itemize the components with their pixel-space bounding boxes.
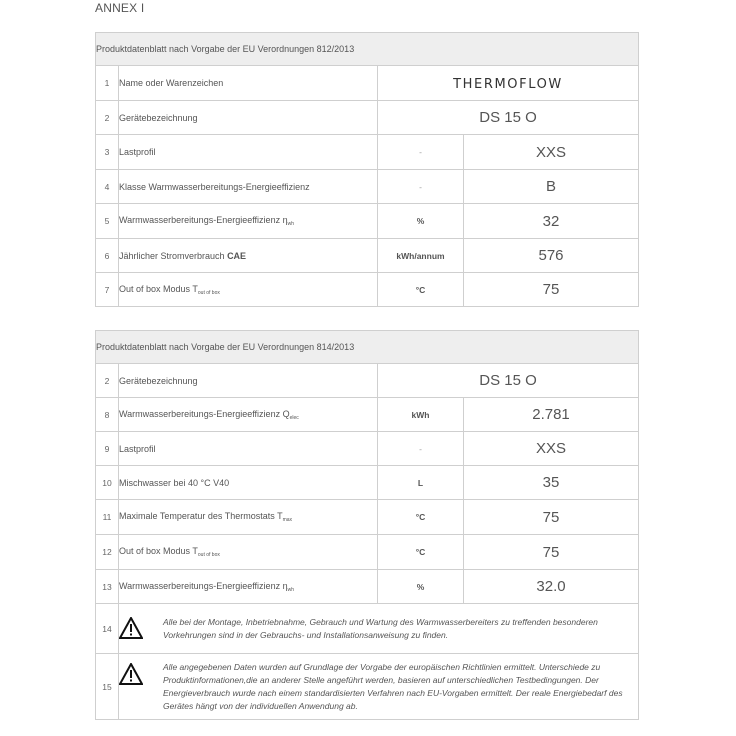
row-unit: - <box>378 432 464 466</box>
row-number: 2 <box>96 101 119 135</box>
row-number: 3 <box>96 135 119 170</box>
symbol: T <box>192 546 198 556</box>
table-row <box>96 398 639 432</box>
row-number: 10 <box>96 466 119 500</box>
table-row <box>96 466 639 500</box>
note-text: Alle bei der Montage, Inbetriebnahme, Gebrauch und Wartung des Warmwasserbereiters zu treffenden besonderen Vorkehrungen sind in der Gebrauchs- und Installationsanweisung zu finden. <box>163 616 598 640</box>
row-value: XXS <box>464 135 639 170</box>
table-row <box>96 66 639 101</box>
symbol: T <box>192 283 198 294</box>
row-label: Gerätebezeichnung <box>119 364 378 398</box>
row-value: 75 <box>464 500 639 535</box>
table-header: Produktdatenblatt nach Vorgabe der EU Verordnungen 814/2013 <box>96 331 639 364</box>
row-label: Lastprofil <box>119 432 378 466</box>
note-row <box>96 604 639 654</box>
row-unit: kWh <box>378 398 464 432</box>
symbol: T <box>277 511 283 521</box>
table-row <box>96 204 639 239</box>
brand-name: THERMOFLOW <box>453 77 563 92</box>
row-label: Jährlicher Stromverbrauch CAE <box>119 239 378 273</box>
row-label: Maximale Temperatur des Thermostats $T_{max}$ <box>119 500 378 535</box>
row-number: 5 <box>96 204 119 239</box>
row-number: 15 <box>96 654 119 720</box>
row-number: 2 <box>96 364 119 398</box>
row-unit: % <box>378 570 464 604</box>
row-number: 14 <box>96 604 119 654</box>
row-number: 6 <box>96 239 119 273</box>
row-number: 9 <box>96 432 119 466</box>
row-label: Mischwasser bei 40 °C V40 <box>119 466 378 500</box>
brand-logo <box>378 66 639 101</box>
row-number: 11 <box>96 500 119 535</box>
note-row <box>96 654 639 720</box>
row-unit: - <box>378 170 464 204</box>
row-unit: L <box>378 466 464 500</box>
warning-triangle-icon <box>119 617 159 641</box>
row-label: Name oder Warenzeichen <box>119 66 378 101</box>
symbol-subscript: out of box <box>197 289 220 296</box>
table-row <box>96 101 639 135</box>
row-label: Warmwasserbereitungs-Energieeffizienz $\eta_{wh}$ <box>119 204 378 239</box>
row-label: Lastprofil <box>119 135 378 170</box>
row-value: 35 <box>464 466 639 500</box>
row-label: Klasse Warmwasserbereitungs-Energieeffizienz <box>119 170 378 204</box>
product-sheet-814 <box>95 330 639 720</box>
row-label: Warmwasserbereitungs-Energieeffizienz $\eta_{wh}$ <box>119 570 378 604</box>
row-label: Out of box Modus $T_{out of box}$ <box>119 535 378 570</box>
symbol: Q <box>282 408 290 419</box>
product-sheet-812 <box>95 32 639 307</box>
row-value: 32 <box>464 204 639 239</box>
row-value: 75 <box>464 273 639 307</box>
row-value: 75 <box>464 535 639 570</box>
symbol: CAE <box>227 250 247 261</box>
table-row <box>96 273 639 307</box>
table-row <box>96 432 639 466</box>
symbol-subscript: out of box <box>197 552 220 558</box>
warning-triangle-icon <box>119 659 159 687</box>
symbol: η <box>282 215 288 225</box>
table-header: Produktdatenblatt nach Vorgabe der EU Verordnungen 812/2013 <box>96 33 639 66</box>
row-value: DS 15 O <box>378 364 639 398</box>
table-row <box>96 135 639 170</box>
row-value: B <box>464 170 639 204</box>
row-number: 1 <box>96 66 119 101</box>
table-row <box>96 500 639 535</box>
table-row <box>96 170 639 204</box>
symbol-subscript: wh <box>287 586 295 593</box>
row-label: Gerätebezeichnung <box>119 101 378 135</box>
row-unit: °C <box>378 273 464 307</box>
table-row <box>96 570 639 604</box>
row-number: 4 <box>96 170 119 204</box>
row-value: XXS <box>464 432 639 466</box>
symbol: η <box>282 580 288 591</box>
table-row <box>96 239 639 273</box>
row-unit: - <box>378 135 464 170</box>
symbol-subscript: max <box>282 517 293 523</box>
table-row <box>96 364 639 398</box>
row-unit: °C <box>378 535 464 570</box>
symbol-subscript: elec <box>289 414 299 421</box>
row-number: 7 <box>96 273 119 307</box>
table-row <box>96 535 639 570</box>
row-number: 8 <box>96 398 119 432</box>
row-value: DS 15 O <box>378 101 639 135</box>
row-value: 32.0 <box>464 570 639 604</box>
row-value: 576 <box>464 239 639 273</box>
note-text: Alle angegebenen Daten wurden auf Grundlage der Vorgabe der europäischen Richtlinien ermittelt. Unterschiede zu Produktinformationen,die an anderer Stelle angeführt werden, basieren auf unterschiedlichen Testbedingungen. Der Energieverbrauch wurde nach einem standardisierten Verfahren nach EU-Vorgaben ermittelt. Der reale Energiebedarf des Gerätes hängt von der individuellen Anwendung ab. <box>163 661 623 711</box>
symbol-subscript: wh <box>287 221 295 227</box>
row-unit: kWh/annum <box>378 239 464 273</box>
row-unit: °C <box>378 500 464 535</box>
row-label: Warmwasserbereitungs-Energieeffizienz $Q_{elec}$ <box>119 398 378 432</box>
row-value: 2.781 <box>464 398 639 432</box>
row-label: Out of box Modus $T_{out of box}$ <box>119 273 378 307</box>
row-number: 13 <box>96 570 119 604</box>
annex-title: ANNEX I <box>95 1 145 15</box>
row-number: 12 <box>96 535 119 570</box>
row-unit: % <box>378 204 464 239</box>
